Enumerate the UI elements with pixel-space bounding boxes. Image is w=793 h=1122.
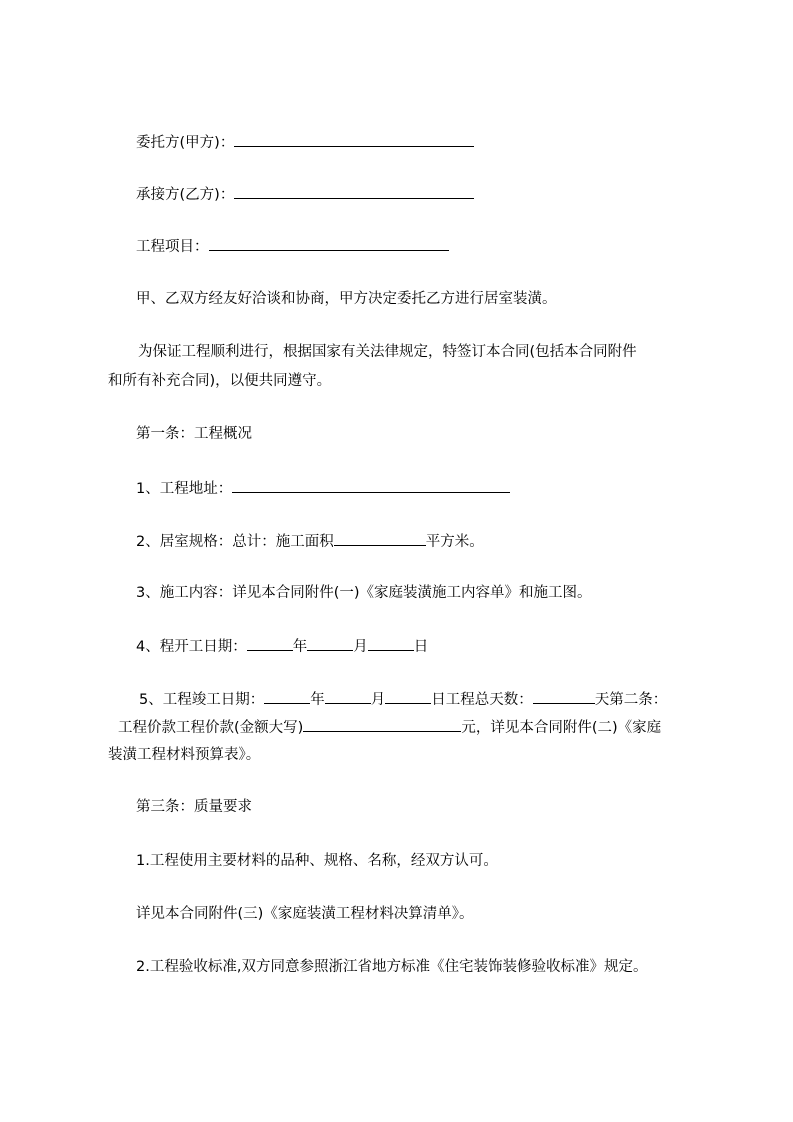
client-label: 委托方(甲方)：: [136, 135, 235, 151]
end-month-blank[interactable]: [325, 689, 371, 704]
para2-line1: 为保证工程顺利进行，根据国家有关法律规定，特签订本合同(包括本合同附件: [138, 344, 637, 360]
project-blank[interactable]: [209, 236, 449, 251]
address-blank[interactable]: [232, 478, 510, 493]
contractor-blank[interactable]: [234, 184, 474, 199]
project-row: [136, 236, 449, 257]
start-day-blank[interactable]: [368, 636, 414, 651]
start-month-blank[interactable]: [307, 636, 353, 651]
contractor-row: [136, 184, 474, 205]
article2-label: 天第二条：: [594, 692, 668, 708]
quality-item2: 2.工程验收标准,双方同意参照浙江省地方标准《住宅装饰装修验收标准》规定。: [136, 959, 648, 975]
article1-heading: 第一条：工程概况: [136, 426, 252, 442]
intro-paragraph: 甲、乙双方经友好洽谈和协商，甲方决定委托乙方进行居室装潢。: [136, 291, 557, 307]
price-tail: 元，详见本合同附件(二)《家庭: [461, 720, 662, 736]
area-blank[interactable]: [334, 531, 426, 546]
item4-row: [136, 636, 428, 657]
total-days-label: 日工程总天数：: [431, 692, 533, 708]
quality-item1-detail: 详见本合同附件(三)《家庭装潢工程材料决算清单》。: [136, 906, 474, 922]
client-blank[interactable]: [234, 132, 474, 147]
start-day-text: 日: [413, 639, 429, 655]
total-days-blank[interactable]: [533, 689, 595, 704]
client-row: [136, 132, 474, 153]
item2-row: [136, 531, 484, 552]
price-row: [118, 717, 661, 738]
item1-row: [136, 478, 510, 499]
item5-label: 5、工程竣工日期：: [139, 692, 265, 708]
start-year-text: 年: [292, 639, 308, 655]
price-line3: 装潢工程材料预算表》。: [108, 747, 261, 763]
start-month-text: 月: [353, 639, 368, 655]
item2-label: 2、居室规格：总计：施工面积: [136, 534, 334, 550]
end-year-blank[interactable]: [264, 689, 310, 704]
end-month-text: 月: [370, 692, 386, 708]
item1-label: 1、工程地址：: [136, 481, 233, 497]
end-year-text: 年: [310, 692, 325, 708]
item3-row: 3、施工内容：详见本合同附件(一)《家庭装潢施工内容单》和施工图。: [136, 585, 592, 601]
price-label: 工程价款工程价款(金额大写): [118, 720, 304, 736]
quality-item1: 1.工程使用主要材料的品种、规格、名称，经双方认可。: [136, 853, 498, 869]
end-day-blank[interactable]: [385, 689, 431, 704]
start-year-blank[interactable]: [247, 636, 293, 651]
price-blank[interactable]: [303, 717, 461, 732]
contractor-label: 承接方(乙方)：: [136, 187, 235, 203]
project-label: 工程项目：: [136, 239, 209, 255]
item2-unit: 平方米。: [425, 534, 484, 550]
article3-heading: 第三条：质量要求: [136, 799, 252, 815]
item4-label: 4、程开工日期：: [136, 639, 247, 655]
para2-line2: 和所有补充合同)，以便共同遵守。: [108, 373, 332, 389]
item5-row: [139, 689, 667, 710]
